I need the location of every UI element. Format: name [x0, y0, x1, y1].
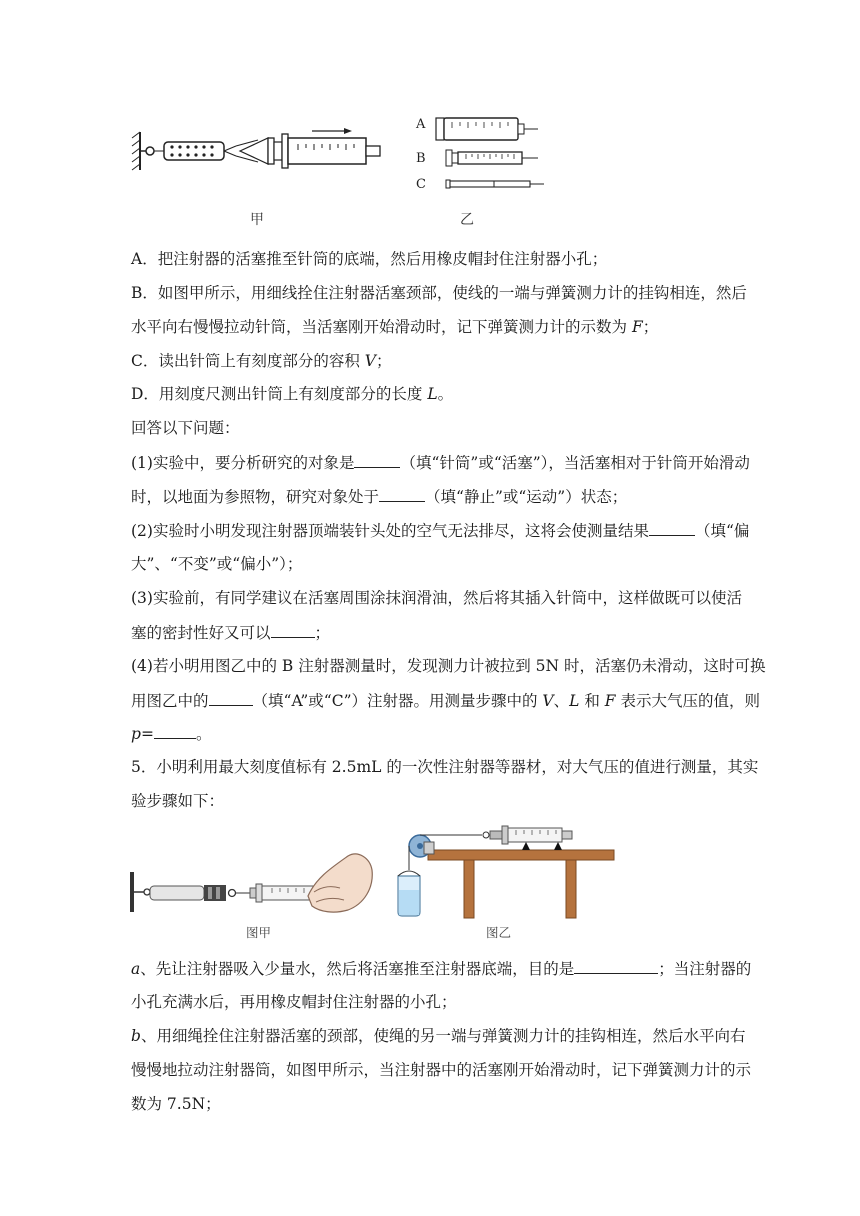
figure-jia-syringe-spring-scale [128, 120, 388, 190]
p5-a-text-a: 、先让注射器吸入少量水，然后将活塞推至注射器底端，目的是 [140, 960, 575, 978]
label-a: A [416, 117, 426, 132]
q4-blank-pressure[interactable] [154, 723, 196, 739]
q4-text-c: 表示大气压的值，则 [615, 692, 760, 710]
p5-line2: 验步骤如下： [131, 792, 225, 810]
var-v: V [364, 352, 376, 370]
q1-blank-object[interactable] [354, 452, 400, 468]
step-c [131, 351, 392, 371]
q4-var-p: p [131, 725, 141, 743]
q1-text-b: （填“针筒”或“活塞”），当活塞相对于针筒开始滑动 [400, 454, 750, 472]
q4-line3 [131, 723, 211, 744]
figure-tujia-syringe-hand [126, 848, 376, 918]
p5-b-line3: 数为 7.5N； [131, 1095, 221, 1113]
step-b-line2 [131, 317, 658, 337]
q2-line1 [131, 520, 749, 541]
step-d-end: 。 [437, 385, 454, 403]
q4-line2 [131, 690, 760, 711]
figure-caption-jia: 甲 [250, 212, 264, 228]
q3-text-b: ； [314, 624, 331, 642]
q4-equals: = [140, 725, 154, 743]
figure-caption-tujia: 图甲 [246, 925, 272, 940]
questions-intro: 回答以下问题： [131, 419, 240, 437]
p5-a-line1 [131, 958, 751, 979]
q3-text-a: 塞的密封性好又可以 [131, 624, 271, 642]
q4-text-b: （填“A”或“C”）注射器。用测量步骤中的 [252, 692, 543, 710]
q4-and: 和 [579, 692, 605, 710]
q1-text-d: （填“静止”或“运动”）状态； [425, 488, 628, 506]
figure-yi-three-syringes [414, 112, 554, 194]
q4-var-l: L [569, 692, 580, 710]
q4-text-a: 用图乙中的 [131, 692, 209, 710]
step-b-text: 水平向右慢慢拉动针筒，当活塞刚开始滑动时，记下弹簧测力计的示数为 [131, 318, 632, 336]
q4-blank-syringe[interactable] [209, 690, 253, 706]
q4-line1: (4)若小明用图乙中的 B 注射器测量时，发现测力计被拉到 5N 时，活塞仍未滑动，这时可换 [131, 657, 766, 675]
p5-b-label: b [131, 1027, 141, 1045]
q3-blank-purpose[interactable] [271, 622, 315, 638]
var-l: L [427, 385, 438, 403]
q3-line1: (3)实验前，有同学建议在活塞周围涂抹润滑油，然后将其插入针筒中，这样做既可以使活 [131, 589, 742, 607]
p5-b-line1 [131, 1026, 745, 1046]
q2-text-a: (2)实验时小明发现注射器顶端装针头处的空气无法排尽，这将会使测量结果 [131, 522, 649, 540]
p5-b-text: 、用细绳拴住注射器活塞的颈部，使绳的另一端与弹簧测力计的挂钩相连，然后水平向右 [140, 1027, 746, 1045]
q4-var-f: F [604, 692, 616, 710]
figure-tuyi-table-setup [394, 820, 618, 920]
p5-a-text-b: ；当注射器的 [658, 960, 752, 978]
p5-a-label: a [131, 960, 141, 978]
step-b-end: ； [642, 318, 659, 336]
step-b-line1: B．如图甲所示，用细线拴住注射器活塞颈部，使线的一端与弹簧测力计的挂钩相连，然后 [131, 284, 747, 302]
p5-line1: 5．小明利用最大刻度值标有 2.5mL 的一次性注射器等器材，对大气压的值进行测量，其实 [131, 758, 759, 776]
p5-b-line2: 慢慢地拉动注射器筒，如图甲所示，当注射器中的活塞刚开始滑动时，记下弹簧测力计的示 [131, 1061, 752, 1079]
figure-caption-tuyi: 图乙 [486, 925, 512, 940]
q1-line1 [131, 452, 750, 473]
q2-line2: 大”、“不变”或“偏小”）； [131, 555, 303, 573]
q3-line2 [131, 622, 330, 643]
p5-a-line2: 小孔充满水后，再用橡皮帽封住注射器的小孔； [131, 993, 457, 1011]
q4-end: 。 [195, 725, 212, 743]
q1-line2 [131, 486, 627, 507]
step-d [131, 384, 453, 404]
step-c-end: ； [376, 352, 392, 370]
label-c: C [416, 177, 426, 192]
q2-blank-result[interactable] [649, 520, 695, 536]
q1-text-c: 时，以地面为参照物，研究对象处于 [131, 488, 380, 506]
var-f: F [631, 318, 643, 336]
step-d-text: D．用刻度尺测出针筒上有刻度部分的长度 [131, 385, 428, 403]
q4-sep: 、 [553, 692, 570, 710]
label-b: B [416, 151, 426, 166]
p5-a-blank-purpose[interactable] [574, 958, 658, 974]
step-c-text: C．读出针筒上有刻度部分的容积 [131, 352, 365, 370]
step-a: A．把注射器的活塞推至针筒的底端，然后用橡皮帽封住注射器小孔； [131, 250, 608, 268]
q2-text-b: （填“偏 [694, 522, 750, 540]
q1-text-a: (1)实验中，要分析研究的对象是 [131, 454, 355, 472]
figure-caption-yi: 乙 [460, 212, 474, 228]
q4-var-v: V [542, 692, 554, 710]
q1-blank-state[interactable] [379, 486, 425, 502]
